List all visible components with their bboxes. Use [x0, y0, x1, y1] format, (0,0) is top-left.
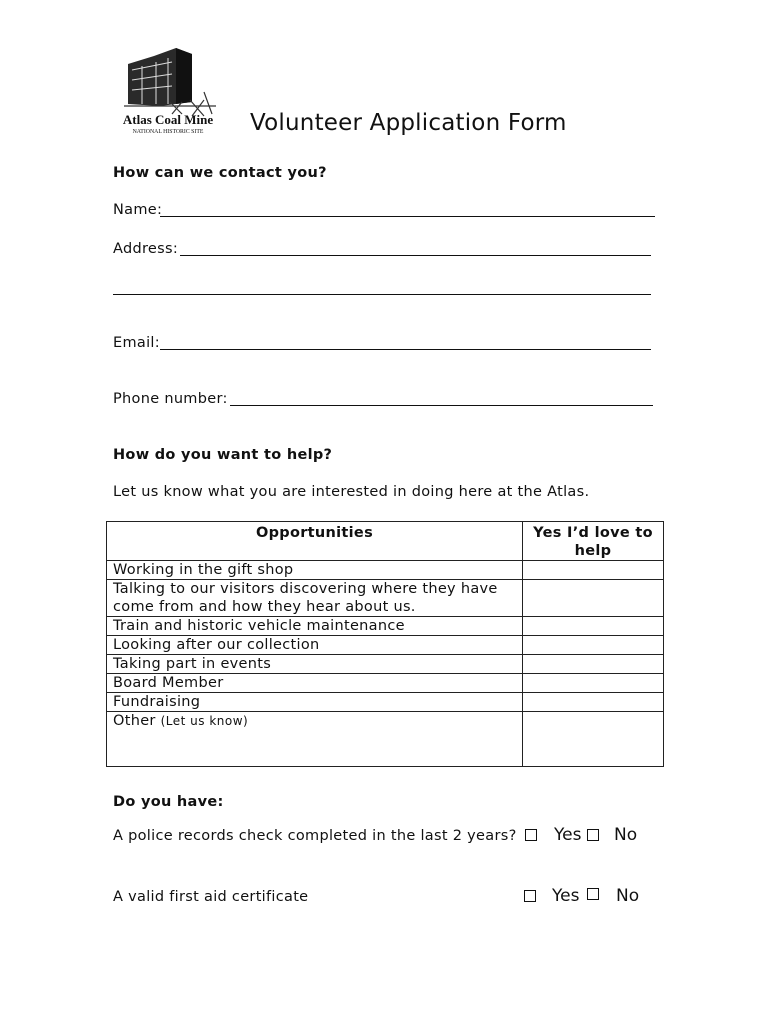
police-check-question: A police records check completed in the last 2 years? — [113, 828, 517, 844]
police-check-yes-label: Yes — [554, 825, 582, 845]
opportunity-label: Board Member — [107, 674, 523, 693]
opportunity-checkbox-cell[interactable] — [523, 674, 664, 693]
opportunity-checkbox-cell[interactable] — [523, 693, 664, 712]
phone-field[interactable] — [230, 405, 653, 406]
table-row — [107, 674, 664, 693]
logo-subtext: NATIONAL HISTORIC SITE — [132, 129, 204, 135]
table-row — [107, 617, 664, 636]
yes-column-header — [523, 522, 664, 561]
table-row — [107, 636, 664, 655]
opportunity-label: Working in the gift shop — [107, 561, 523, 580]
opportunity-label: Fundraising — [107, 693, 523, 712]
table-row — [107, 655, 664, 674]
address-label: Address: — [113, 241, 179, 257]
police-check-yes-checkbox[interactable] — [525, 829, 537, 841]
help-intro: Let us know what you are interested in doing here at the Atlas. — [113, 484, 590, 500]
contact-heading: How can we contact you? — [113, 165, 327, 181]
help-heading: How do you want to help? — [113, 447, 333, 463]
opportunities-table — [106, 521, 664, 767]
logo-text: Atlas Coal Mine — [122, 112, 214, 127]
opportunities-column-header: Opportunities — [107, 522, 523, 561]
opportunity-label: Looking after our collection — [107, 636, 523, 655]
other-label: Other — [113, 713, 156, 729]
name-label: Name: — [113, 202, 163, 218]
yes-header-line-1: Yes I’d love to — [533, 525, 653, 541]
first-aid-no-label: No — [616, 886, 640, 906]
opportunity-checkbox-cell[interactable] — [523, 636, 664, 655]
name-field[interactable] — [160, 216, 655, 217]
opportunity-checkbox-cell[interactable] — [523, 712, 664, 767]
opportunity-checkbox-cell[interactable] — [523, 561, 664, 580]
first-aid-yes-checkbox[interactable] — [524, 890, 536, 902]
opportunity-checkbox-cell[interactable] — [523, 580, 664, 617]
email-field[interactable] — [160, 349, 651, 350]
have-heading: Do you have: — [113, 794, 224, 810]
other-note: (Let us know) — [160, 714, 249, 728]
table-row — [107, 693, 664, 712]
opportunity-checkbox-cell[interactable] — [523, 617, 664, 636]
opportunity-label-other — [107, 712, 523, 767]
table-row — [107, 580, 664, 617]
table-row — [107, 561, 664, 580]
atlas-coal-mine-logo — [120, 44, 218, 136]
opportunity-label: Talking to our visitors discovering where they have come from and how they hear about us. — [107, 580, 523, 617]
first-aid-no-checkbox[interactable] — [587, 888, 599, 900]
opportunity-label: Train and historic vehicle maintenance — [107, 617, 523, 636]
address-field-line-2[interactable] — [113, 294, 651, 295]
form-title: Volunteer Application Form — [250, 110, 567, 136]
table-header-row — [107, 522, 664, 561]
phone-label: Phone number: — [113, 391, 228, 407]
first-aid-question: A valid first aid certificate — [113, 889, 309, 905]
yes-header-line-2: help — [574, 543, 612, 559]
opportunity-checkbox-cell[interactable] — [523, 655, 664, 674]
opportunity-label: Taking part in events — [107, 655, 523, 674]
first-aid-yes-label: Yes — [552, 886, 580, 906]
address-field[interactable] — [180, 255, 651, 256]
police-check-no-label: No — [614, 825, 638, 845]
police-check-no-checkbox[interactable] — [587, 829, 599, 841]
email-label: Email: — [113, 335, 160, 351]
table-row-other — [107, 712, 664, 767]
